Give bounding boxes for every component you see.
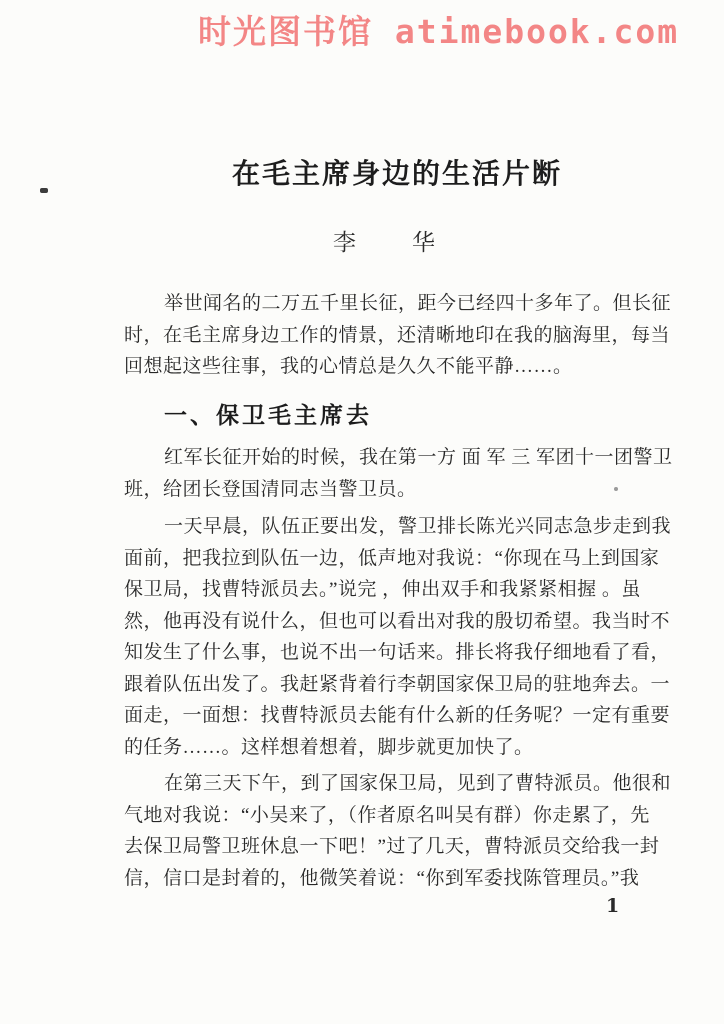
text-line: 一天早晨，队伍正要出发，警卫排长陈光兴同志急步走到我 — [164, 516, 672, 537]
paragraph — [124, 288, 724, 383]
author-surname: 李 — [333, 230, 356, 255]
text-line: 红军长征开始的时候，我在第一方 面 军 三 军团十一团警卫 — [164, 447, 673, 468]
page-number: 1 — [606, 895, 620, 917]
text-line: 回想起这些往事，我的心情总是久久不能平静……。 — [124, 356, 573, 377]
text-line: 然，他再没有说什么，但也可以看出对我的殷切希望。我当时不 — [124, 610, 671, 632]
text-line: 时，在毛主席身边工作的情景，还清晰地印在我的脑海里，每当 — [124, 324, 671, 346]
text-line: 在第三天下午，到了国家保卫局，见到了曹特派员。他很和 — [164, 773, 672, 794]
text-line: 的任务……。这样想着想着，脚步就更加快了。 — [124, 736, 534, 758]
paragraph — [124, 511, 724, 763]
section-heading: 一、保卫毛主席去 — [164, 402, 372, 428]
author-given-name: 华 — [412, 230, 435, 255]
text-line: 班，给团长登国清同志当警卫员。 — [124, 478, 417, 500]
watermark: 时光图书馆 atimebook.com — [198, 12, 680, 51]
text-line: 知发生了什么事，也说不出一句话来。排长将我仔细地看了看， — [124, 642, 671, 663]
paragraph — [124, 768, 724, 894]
text-line: 去保卫局警卫班休息一下吧！”过了几天，曹特派员交给我一封 — [124, 836, 660, 857]
ink-speck — [40, 188, 48, 193]
text-line: 跟着队伍出发了。我赶紧背着行李朝国家保卫局的驻地奔去。一 — [124, 673, 671, 695]
text-line: 气地对我说：“小吴来了，（作者原名叫吴有群）你走累了，先 — [124, 804, 650, 826]
author-name — [333, 224, 435, 257]
text-line: 保卫局，找曹特派员去。”说完 ，伸出双手和我紧紧相握 。虽 — [124, 579, 641, 600]
text-line: 面前，把我拉到队伍一边，低声地对我说：“你现在马上到国家 — [124, 547, 660, 569]
paragraph — [124, 442, 724, 505]
text-line: 面走，一面想：找曹特派员去能有什么新的任务呢？一定有重要 — [124, 705, 671, 726]
text-line: 信，信口是封着的，他微笑着说：“你到军委找陈管理员。”我 — [124, 867, 640, 889]
text-line: 举世闻名的二万五千里长征，距今已经四十多年了。但长征 — [164, 293, 672, 314]
page-title: 在毛主席身边的生活片断 — [231, 158, 562, 189]
